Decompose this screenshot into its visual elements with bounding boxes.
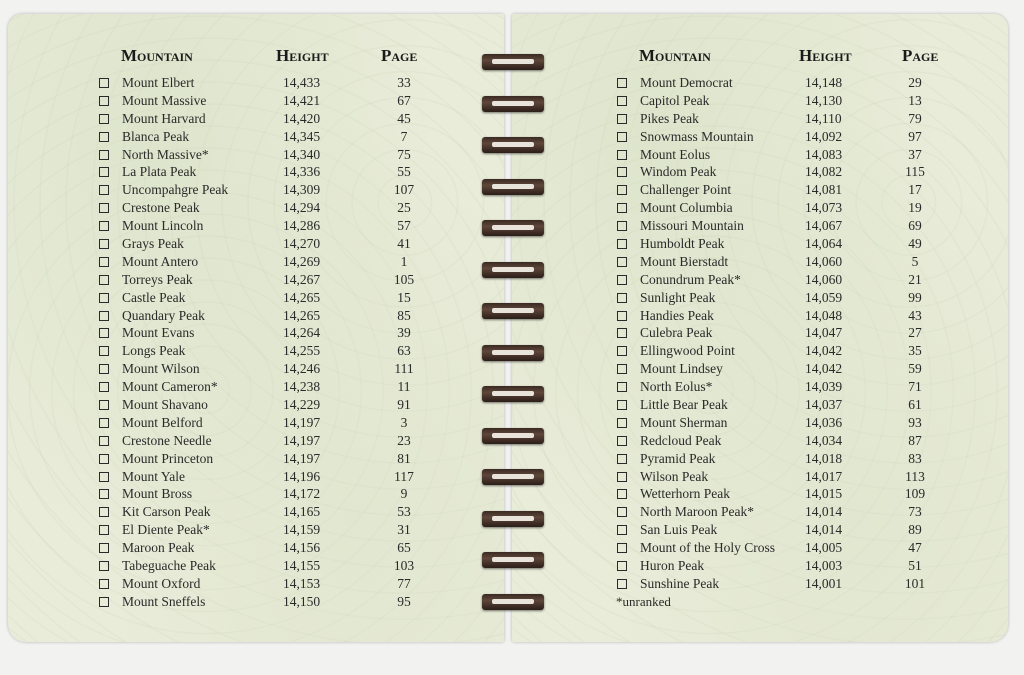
mountain-height: 14,014	[805, 504, 843, 520]
mountain-height: 14,042	[805, 361, 843, 377]
mountain-name: Mount Democrat	[640, 75, 733, 90]
table-row	[614, 414, 922, 432]
page-number: 65	[397, 540, 411, 556]
page-number: 77	[397, 575, 411, 591]
mountain-height: 14,005	[805, 540, 843, 556]
mountain-height: 14,264	[283, 325, 321, 341]
mountain-name: Mount Columbia	[640, 200, 733, 216]
table-row	[614, 74, 922, 92]
mountain-name: Sunlight Peak	[640, 289, 716, 305]
page-number: 105	[393, 271, 415, 287]
mountain-height: 14,269	[283, 253, 321, 269]
checkbox-icon[interactable]	[99, 507, 109, 517]
checkbox-icon[interactable]	[99, 203, 109, 213]
mountain-height: 14,042	[805, 343, 843, 359]
mountain-name: Redcloud Peak	[640, 432, 722, 448]
checkbox-icon[interactable]	[99, 185, 109, 195]
page-number: 113	[905, 468, 925, 484]
page-number: 23	[397, 432, 411, 448]
checkbox-icon[interactable]	[99, 328, 109, 338]
table-row	[614, 181, 922, 199]
mountain-height: 14,059	[805, 289, 843, 305]
mountain-height: 14,015	[805, 486, 843, 502]
page-number: 39	[397, 325, 411, 341]
checkbox-icon[interactable]	[617, 114, 627, 124]
page-number: 53	[397, 504, 411, 520]
mountain-name: Mount Yale	[122, 468, 186, 484]
mountain-name: Tabeguache Peak	[122, 558, 216, 574]
page-number: 15	[397, 289, 411, 305]
checkbox-icon[interactable]	[99, 561, 109, 571]
checkbox-icon[interactable]	[617, 346, 627, 356]
page-number: 91	[397, 397, 411, 413]
checkbox-icon[interactable]	[99, 597, 109, 607]
table-row	[614, 485, 926, 503]
table-row	[614, 289, 922, 307]
mountain-name: Mount Princeton	[122, 450, 214, 466]
page-number: 115	[905, 164, 925, 180]
checkbox-icon[interactable]	[99, 257, 109, 267]
checkbox-icon[interactable]	[617, 454, 627, 464]
left-page	[8, 14, 504, 642]
mountain-name: Pyramid Peak	[640, 450, 716, 466]
mountain-height: 14,238	[283, 379, 321, 395]
mountain-height: 14,265	[283, 289, 321, 305]
checkbox-icon[interactable]	[617, 167, 627, 177]
mountain-height: 14,155	[283, 558, 321, 574]
table-row	[614, 235, 922, 253]
page-number: 93	[908, 414, 922, 430]
checkbox-icon[interactable]	[99, 150, 109, 160]
mountain-height: 14,246	[283, 361, 321, 377]
table-row	[614, 432, 922, 450]
checkbox-icon[interactable]	[99, 472, 109, 482]
checkbox-icon[interactable]	[617, 507, 627, 517]
mountain-height: 14,081	[805, 182, 843, 198]
mountain-name: Challenger Point	[640, 182, 732, 198]
mountain-name: Mount Bross	[122, 486, 193, 502]
mountain-name: Missouri Mountain	[640, 218, 744, 234]
mountain-height: 14,047	[805, 325, 843, 341]
checkbox-icon[interactable]	[99, 436, 109, 446]
header-height: Height	[799, 46, 852, 65]
checkbox-icon[interactable]	[617, 400, 627, 410]
table-row	[614, 110, 922, 128]
page-number: 35	[908, 343, 922, 359]
page-number: 75	[397, 146, 411, 162]
checkbox-icon[interactable]	[617, 489, 627, 499]
mountain-height: 14,156	[283, 540, 321, 556]
right-column	[614, 44, 939, 610]
mountain-height: 14,130	[805, 92, 843, 108]
mountain-name: Mount Wilson	[122, 361, 200, 377]
checkbox-icon[interactable]	[617, 257, 627, 267]
mountain-name: Uncompahgre Peak	[122, 182, 229, 198]
page-number: 95	[397, 593, 411, 609]
checkbox-icon[interactable]	[99, 78, 109, 88]
mountain-name: Conundrum Peak*	[640, 271, 741, 287]
page-number: 45	[397, 110, 411, 126]
mountain-height: 14,092	[805, 128, 843, 144]
page-number: 85	[397, 307, 411, 323]
mountain-name: Snowmass Mountain	[640, 128, 754, 144]
checkbox-icon[interactable]	[99, 167, 109, 177]
mountain-height: 14,153	[283, 575, 321, 591]
mountain-height: 14,433	[283, 75, 321, 90]
table-row	[614, 199, 922, 217]
mountain-height: 14,197	[283, 450, 321, 466]
mountain-name: Castle Peak	[122, 289, 186, 305]
checkbox-icon[interactable]	[617, 132, 627, 142]
mountain-height: 14,172	[283, 486, 321, 502]
checkbox-icon[interactable]	[99, 579, 109, 589]
checkbox-icon[interactable]	[617, 543, 627, 553]
mountain-name: Humboldt Peak	[640, 236, 725, 252]
mountain-name: Mount of the Holy Cross	[640, 540, 775, 556]
page-number: 37	[908, 146, 922, 162]
mountain-name: Little Bear Peak	[640, 397, 728, 413]
mountain-name: Torreys Peak	[122, 271, 193, 287]
mountain-height: 14,017	[805, 468, 843, 484]
spiral-ring-icon	[482, 96, 544, 112]
mountain-name: El Diente Peak*	[122, 522, 210, 538]
page-number: 117	[394, 468, 414, 484]
mountain-height: 14,036	[805, 414, 843, 430]
right-mountain-list	[614, 74, 926, 593]
mountain-height: 14,265	[283, 307, 321, 323]
table-row	[614, 324, 922, 342]
page-number: 83	[908, 450, 922, 466]
mountain-height: 14,196	[283, 468, 321, 484]
checkbox-icon[interactable]	[99, 293, 109, 303]
page-number: 21	[908, 271, 922, 287]
checkbox-icon[interactable]	[99, 221, 109, 231]
page-number: 13	[908, 92, 922, 108]
checkbox-icon[interactable]	[99, 346, 109, 356]
spiral-ring-icon	[482, 54, 544, 70]
table-row	[614, 307, 922, 325]
mountain-height: 14,083	[805, 146, 843, 162]
page-number: 99	[908, 289, 922, 305]
mountain-name: Mount Evans	[122, 325, 195, 341]
checkbox-icon[interactable]	[617, 311, 627, 321]
mountain-height: 14,159	[283, 522, 321, 538]
mountain-height: 14,060	[805, 253, 843, 269]
checkbox-icon[interactable]	[99, 525, 109, 535]
mountain-height: 14,420	[283, 110, 321, 126]
right-header	[614, 44, 939, 74]
table-row	[614, 146, 922, 164]
mountain-height: 14,267	[283, 271, 321, 287]
mountain-name: North Maroon Peak*	[640, 504, 754, 520]
mountain-height: 14,048	[805, 307, 843, 323]
spiral-binding	[478, 14, 548, 642]
page-number: 81	[397, 450, 411, 466]
page-number: 63	[397, 343, 411, 359]
mountain-height: 14,340	[283, 146, 321, 162]
page-number: 111	[394, 361, 414, 377]
footnote: *unranked	[616, 593, 671, 609]
mountain-height: 14,148	[805, 75, 843, 90]
page-number: 79	[908, 110, 922, 126]
mountain-name: Longs Peak	[122, 343, 186, 359]
table-row	[614, 396, 922, 414]
table-row	[614, 163, 925, 181]
mountain-height: 14,067	[805, 218, 843, 234]
mountain-name: Sunshine Peak	[640, 575, 720, 591]
page-number: 9	[400, 486, 408, 502]
mountain-name: Quandary Peak	[122, 307, 205, 323]
mountain-name: Mount Harvard	[122, 110, 206, 126]
page-number: 101	[904, 575, 926, 591]
checkbox-icon[interactable]	[617, 382, 627, 392]
header-height: Height	[276, 46, 329, 65]
page-number: 87	[908, 432, 922, 448]
spiral-ring-icon	[482, 137, 544, 153]
mountain-height: 14,060	[805, 271, 843, 287]
mountain-name: Mount Sneffels	[122, 593, 206, 609]
mountain-name: Mount Bierstadt	[640, 253, 729, 269]
mountain-height: 14,345	[283, 128, 321, 144]
mountain-height: 14,255	[283, 343, 321, 359]
mountain-name: Ellingwood Point	[640, 343, 735, 359]
spiral-ring-icon	[482, 179, 544, 195]
spiral-ring-icon	[482, 428, 544, 444]
page-number: 1	[400, 253, 408, 269]
checkbox-icon[interactable]	[99, 543, 109, 553]
page-number: 73	[908, 504, 922, 520]
page-number: 43	[908, 307, 922, 323]
spiral-ring-icon	[482, 386, 544, 402]
mountain-name: Handies Peak	[640, 307, 714, 323]
checkbox-icon[interactable]	[617, 185, 627, 195]
table-row	[614, 468, 925, 486]
mountain-height: 14,229	[283, 397, 321, 413]
checkbox-icon[interactable]	[99, 418, 109, 428]
mountain-name: Mount Cameron*	[122, 379, 218, 395]
mountain-name: Mount Belford	[122, 414, 203, 430]
mountain-height: 14,001	[805, 575, 843, 591]
checkbox-icon[interactable]	[617, 525, 627, 535]
mountain-name: Mount Eolus	[640, 146, 711, 162]
mountain-name: Mount Lindsey	[640, 361, 723, 377]
mountain-name: La Plata Peak	[122, 164, 197, 180]
mountain-name: Wetterhorn Peak	[640, 486, 731, 502]
checkbox-icon[interactable]	[99, 311, 109, 321]
mountain-name: Crestone Needle	[122, 432, 212, 448]
checkbox-icon[interactable]	[99, 96, 109, 106]
checkbox-icon[interactable]	[617, 78, 627, 88]
checkbox-icon[interactable]	[99, 489, 109, 499]
table-row	[614, 253, 919, 271]
table-row	[614, 450, 922, 468]
header-mountain: Mountain	[639, 46, 711, 65]
page-number: 29	[908, 75, 922, 90]
spiral-ring-icon	[482, 220, 544, 236]
table-row	[614, 217, 922, 235]
mountain-height: 14,197	[283, 414, 321, 430]
checkbox-icon[interactable]	[617, 418, 627, 428]
mountain-name: Maroon Peak	[122, 540, 195, 556]
checkbox-icon[interactable]	[617, 472, 627, 482]
checkbox-icon[interactable]	[99, 132, 109, 142]
spiral-ring-icon	[482, 552, 544, 568]
spiral-ring-icon	[482, 511, 544, 527]
page-number: 47	[908, 540, 922, 556]
checkbox-icon[interactable]	[617, 436, 627, 446]
page-number: 57	[397, 218, 411, 234]
spiral-ring-icon	[482, 469, 544, 485]
mountain-height: 14,073	[805, 200, 843, 216]
mountain-name: North Massive*	[122, 146, 209, 162]
book-spread	[8, 14, 1008, 642]
table-row	[614, 360, 922, 378]
table-row	[614, 503, 922, 521]
checkbox-icon[interactable]	[617, 275, 627, 285]
mountain-height: 14,110	[805, 110, 842, 126]
page-number: 11	[397, 379, 411, 395]
mountain-name: Mount Massive	[122, 92, 207, 108]
page-number: 33	[397, 75, 411, 90]
checkbox-icon[interactable]	[617, 293, 627, 303]
mountain-name: Mount Shavano	[122, 397, 208, 413]
mountain-name: Capitol Peak	[640, 92, 710, 108]
mountain-height: 14,034	[805, 432, 843, 448]
checkbox-icon[interactable]	[99, 382, 109, 392]
mountain-name: San Luis Peak	[640, 522, 718, 538]
checkbox-icon[interactable]	[99, 454, 109, 464]
mountain-height: 14,014	[805, 522, 843, 538]
mountain-name: Mount Sherman	[640, 414, 728, 430]
spiral-ring-icon	[482, 594, 544, 610]
page-number: 27	[908, 325, 922, 341]
page-number: 55	[397, 164, 411, 180]
mountain-height: 14,165	[283, 504, 321, 520]
page-number: 107	[393, 182, 415, 198]
mountain-height: 14,270	[283, 236, 321, 252]
table-row	[614, 575, 926, 593]
spiral-ring-icon	[482, 303, 544, 319]
checkbox-icon[interactable]	[617, 328, 627, 338]
page-number: 31	[397, 522, 411, 538]
page-number: 103	[393, 558, 415, 574]
page-number: 71	[908, 379, 922, 395]
mountain-height: 14,039	[805, 379, 843, 395]
page-number: 17	[908, 182, 922, 198]
mountain-height: 14,336	[283, 164, 321, 180]
mountain-name: Pikes Peak	[640, 110, 699, 126]
page-number: 59	[908, 361, 922, 377]
page-number: 97	[908, 128, 922, 144]
mountain-name: Grays Peak	[122, 236, 184, 252]
page-number: 49	[908, 236, 922, 252]
mountain-height: 14,286	[283, 218, 321, 234]
mountain-height: 14,150	[283, 593, 321, 609]
checkbox-icon[interactable]	[99, 275, 109, 285]
page-number: 3	[400, 414, 408, 430]
table-row	[614, 539, 922, 557]
mountain-name: Mount Antero	[122, 253, 199, 269]
mountain-height: 14,294	[283, 200, 321, 216]
checkbox-icon[interactable]	[617, 364, 627, 374]
mountain-height: 14,018	[805, 450, 843, 466]
mountain-name: Huron Peak	[640, 558, 705, 574]
mountain-name: Mount Elbert	[122, 75, 195, 90]
checkbox-icon[interactable]	[617, 239, 627, 249]
mountain-name: Culebra Peak	[640, 325, 713, 341]
table-row	[614, 557, 922, 575]
header-page: Page	[902, 46, 939, 65]
table-row	[614, 92, 922, 110]
mountain-name: Blanca Peak	[122, 128, 190, 144]
mountain-name: Crestone Peak	[122, 200, 200, 216]
mountain-height: 14,003	[805, 558, 843, 574]
checkbox-icon[interactable]	[99, 239, 109, 249]
page-number: 61	[908, 397, 922, 413]
page-number: 5	[911, 253, 919, 269]
mountain-name: Mount Lincoln	[122, 218, 204, 234]
checkbox-icon[interactable]	[99, 400, 109, 410]
checkbox-icon[interactable]	[617, 579, 627, 589]
mountain-height: 14,064	[805, 236, 843, 252]
table-row	[614, 342, 922, 360]
page-number: 51	[908, 558, 922, 574]
table-row	[614, 271, 922, 289]
page-number: 7	[400, 128, 408, 144]
checkbox-icon[interactable]	[617, 96, 627, 106]
table-row	[614, 128, 922, 146]
checkbox-icon[interactable]	[99, 364, 109, 374]
mountain-name: Wilson Peak	[640, 468, 709, 484]
page-number: 19	[908, 200, 922, 216]
header-page: Page	[381, 46, 418, 65]
page-number: 69	[908, 218, 922, 234]
checkbox-icon[interactable]	[99, 114, 109, 124]
mountain-height: 14,309	[283, 182, 321, 198]
spiral-ring-icon	[482, 345, 544, 361]
mountain-name: Mount Oxford	[122, 575, 201, 591]
checkbox-icon[interactable]	[617, 221, 627, 231]
mountain-name: North Eolus*	[640, 379, 713, 395]
checkbox-icon[interactable]	[617, 150, 627, 160]
mountain-height: 14,421	[283, 92, 321, 108]
mountain-height: 14,197	[283, 432, 321, 448]
page-number: 67	[397, 92, 411, 108]
table-row	[614, 378, 922, 396]
header-mountain: Mountain	[121, 46, 193, 65]
spiral-ring-icon	[482, 262, 544, 278]
page-number: 89	[908, 522, 922, 538]
table-row	[614, 521, 922, 539]
mountain-name: Windom Peak	[640, 164, 717, 180]
mountain-height: 14,082	[805, 164, 843, 180]
mountain-height: 14,037	[805, 397, 843, 413]
page-number: 109	[904, 486, 926, 502]
page-number: 25	[397, 200, 411, 216]
checkbox-icon[interactable]	[617, 203, 627, 213]
page-number: 41	[397, 236, 411, 252]
mountain-name: Kit Carson Peak	[122, 504, 211, 520]
checkbox-icon[interactable]	[617, 561, 627, 571]
